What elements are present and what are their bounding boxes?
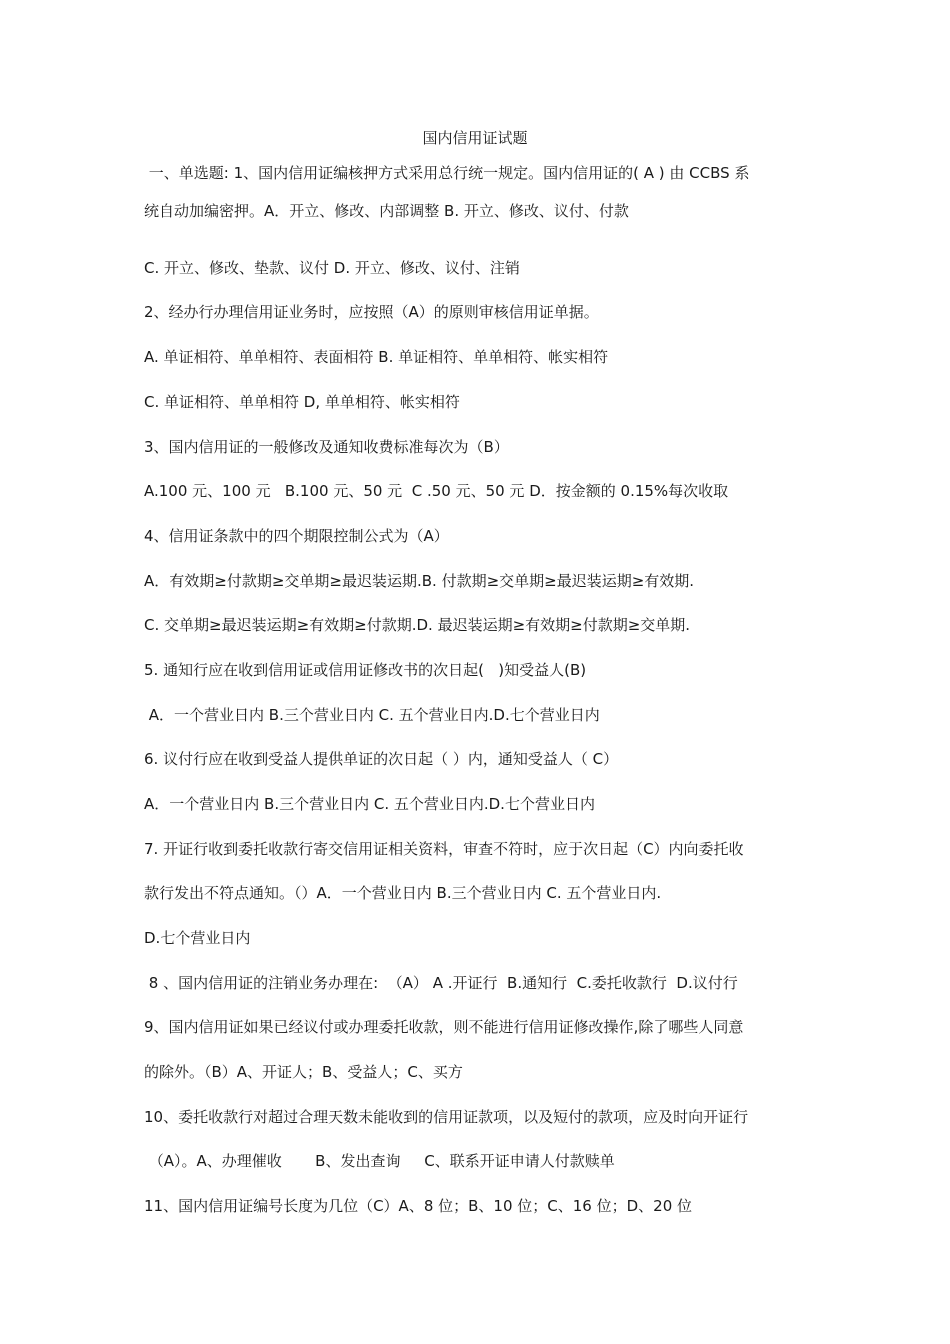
question-line: 5. 通知行应在收到信用证或信用证修改书的次日起( )知受益人(B) xyxy=(144,661,587,679)
question-line: 款行发出不符点通知。（）A．一个营业日内 B.三个营业日内 C. 五个营业日内. xyxy=(144,884,662,902)
question-line: 3、国内信用证的一般修改及通知收费标准每次为（B） xyxy=(144,438,509,456)
question-line: 10、委托收款行对超过合理天数未能收到的信用证款项，以及短付的款项，应及时向开证行 xyxy=(144,1108,749,1126)
question-line: 一、单选题: 1、国内信用证编核押方式采用总行统一规定。国内信用证的( A ) 由 CCBS 系 xyxy=(144,164,750,182)
question-line: C. 交单期≥最迟装运期≥有效期≥付款期.D. 最迟装运期≥有效期≥付款期≥交单期. xyxy=(144,616,691,634)
question-line: A. 单证相符、单单相符、表面相符 B. 单证相符、单单相符、帐实相符 xyxy=(144,348,609,366)
question-line: 11、国内信用证编号长度为几位（C）A、8 位；B、10 位；C、16 位；D、20 位 xyxy=(144,1197,693,1215)
question-line: 2、经办行办理信用证业务时，应按照（A）的原则审核信用证单据。 xyxy=(144,303,599,321)
document-title: 国内信用证试题 xyxy=(422,129,528,147)
question-line: A．一个营业日内 B.三个营业日内 C. 五个营业日内.D.七个营业日内 xyxy=(144,706,600,724)
question-line: 6. 议付行应在收到受益人提供单证的次日起（ ）内，通知受益人（ C） xyxy=(144,750,619,768)
question-line: （A）。A、办理催收 B、发出查询 C、联系开证申请人付款赎单 xyxy=(144,1152,615,1170)
question-line: A.100 元、100 元 B.100 元、50 元 C .50 元、50 元 D．按金额的 0.15%每次收取 xyxy=(144,482,729,500)
question-line: D.七个营业日内 xyxy=(144,929,251,947)
question-line: 8 、国内信用证的注销业务办理在: （A） A .开证行 B.通知行 C.委托收款行 D.议付行 xyxy=(144,974,738,992)
question-line: 的除外。（B）A、开证人；B、受益人；C、买方 xyxy=(144,1063,463,1081)
question-line: 9、国内信用证如果已经议付或办理委托收款，则不能进行信用证修改操作,除了哪些人同意 xyxy=(144,1018,744,1036)
question-line: 统自动加编密押。A．开立、修改、内部调整 B. 开立、修改、议付、付款 xyxy=(144,202,629,220)
question-line: A．一个营业日内 B.三个营业日内 C. 五个营业日内.D.七个营业日内 xyxy=(144,795,595,813)
question-line: C. 开立、修改、垫款、议付 D. 开立、修改、议付、注销 xyxy=(144,259,520,277)
question-line: A．有效期≥付款期≥交单期≥最迟装运期.B. 付款期≥交单期≥最迟装运期≥有效期. xyxy=(144,572,695,590)
question-line: C. 单证相符、单单相符 D, 单单相符、帐实相符 xyxy=(144,393,460,411)
question-line: 7. 开证行收到委托收款行寄交信用证相关资料，审查不符时，应于次日起（C）内向委托收 xyxy=(144,840,744,858)
question-line: 4、信用证条款中的四个期限控制公式为（A） xyxy=(144,527,449,545)
